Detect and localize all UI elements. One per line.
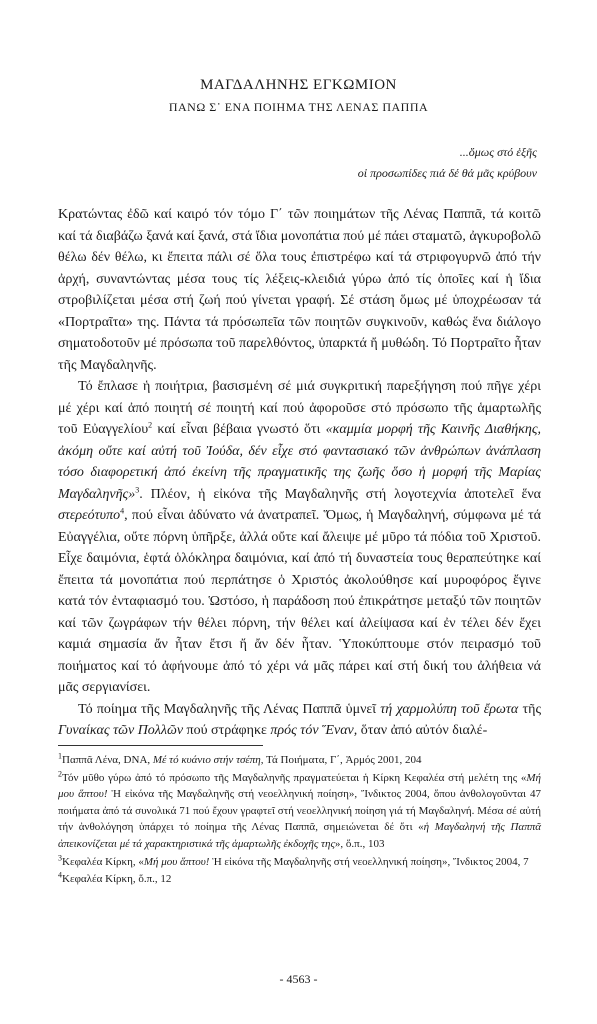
footnote-2-text-b: Ἡ εἰκόνα τῆς Μαγδαληνῆς στή νεοελληνική ποίηση», Ἴνδικτος 2004, ὅπου ἀνθολογοῦνται 47 ποιήματα ἀπό τά συνολικά 71 πού ἔχουν γραφτεῖ στή νεοελληνική ποίηση γιά τή Μαγδαληνή. Μέσα σέ αὐτή τήν ἀνθολόγηση ὑπάρχει τό ποίημα τῆς Λένας Παππᾶ, σημειώνεται δέ ὅτι « bbox=[58, 788, 541, 834]
paragraph-3-italic-1: τή χαρμολύπη τοῦ ἔρωτα bbox=[380, 701, 519, 717]
footnote-1 bbox=[58, 752, 541, 769]
footnote-2-italic-1: Μή μου ἅπτου! bbox=[58, 771, 541, 801]
paragraph-2-text-b: καί εἶναι βέβαια γνωστό ὅτι bbox=[152, 422, 326, 437]
footnote-number: 1 bbox=[58, 751, 62, 761]
paragraph-2 bbox=[58, 376, 541, 699]
page-subtitle: ΠΑΝΩ Σ᾽ ΕΝΑ ΠΟΙΗΜΑ ΤΗΣ ΛΕΝΑΣ ΠΑΠΠΑ bbox=[168, 100, 429, 114]
footnote-3-italic: Μή μου ἅπτου! bbox=[143, 855, 210, 868]
footnotes bbox=[58, 752, 541, 889]
footnote-number: 2 bbox=[58, 768, 62, 778]
body-text bbox=[58, 204, 541, 742]
footnote-4 bbox=[58, 871, 541, 888]
paragraph-3-text-b: τῆς bbox=[518, 701, 541, 717]
footnote-3-text-b: Ἡ εἰκόνα τῆς Μαγδαληνῆς στή νεοελληνική ποίηση», Ἴνδικτος 2004, 7 bbox=[209, 855, 529, 868]
footnote-2-text-a: Τόν μῦθο γύρω ἀπό τό πρόσωπο τῆς Μαγδαληνῆς πραγματεύεται ἡ Κίρκη Κεφαλέα στή μελέτη της « bbox=[62, 771, 527, 784]
paragraph-3-text-c: πού στράφηκε bbox=[183, 723, 271, 738]
page-title: ΜΑΓΔΑΛΗΝΗΣ ΕΓΚΩΜΙΟΝ bbox=[200, 77, 397, 93]
paragraph-2-quote: «καμμία μορφή τῆς Καινῆς Διαθήκης, ἀκόμη οὔτε καί αὐτή τοῦ Ἰούδα, δέν εἶχε στό φαντασιακό τῶν ἀνθρώπων ἀνάπλαση τόσο διαφορετική ἀπό ἐκείνη τῆς πραγματικῆς της ζωῆς ὅσο ἡ μορφή τῆς Μαρίας Μαγδαληνῆς» bbox=[58, 422, 542, 502]
footnote-2-text-c: », ὅ.π., 103 bbox=[334, 837, 385, 850]
footnote-ref-4[interactable]: 4 bbox=[120, 506, 125, 516]
epigraph bbox=[358, 142, 537, 184]
footnote-4-text: Κεφαλέα Κίρκη, ὅ.π., 12 bbox=[62, 873, 172, 886]
footnote-2-italic-2: ἡ Μαγδαληνή τῆς Παππᾶ ἀπεικονίζεται μέ τά χαρακτηριστικά τῆς ἁμαρτωλῆς ἐκδοχῆς της bbox=[58, 821, 541, 850]
paragraph-2-stereotype: στερεότυπο bbox=[58, 508, 121, 523]
footnote-2 bbox=[58, 770, 541, 853]
footnote-ref-3[interactable]: 3 bbox=[135, 484, 140, 494]
footnote-divider bbox=[58, 745, 263, 746]
paragraph-3-text-d: ὅταν ἀπό αὐτόν διαλέ- bbox=[357, 723, 488, 738]
footnote-1-italic: Μέ τό κυάνιο στήν τσέπη, bbox=[152, 754, 264, 766]
epigraph-line-2: οἱ προσωπίδες πιά δέ θά μᾶς κρύβουν bbox=[357, 166, 537, 180]
footnote-number: 4 bbox=[58, 870, 62, 880]
paragraph-3-italic-3: πρός τόν Ἕναν, bbox=[270, 723, 358, 738]
footnote-1-text-b: Τά Ποιήματα, Γ΄, Ἁρμός 2001, 204 bbox=[263, 754, 422, 766]
footnote-number: 3 bbox=[58, 852, 62, 862]
paragraph-3 bbox=[58, 699, 541, 742]
paragraph-2-text-d: , πού εἶναι ἀδύνατο νά ἀνατραπεῖ. Ὅμως, ἡ Μαγδαληνή, σύμφωνα μέ τά Εὐαγγέλια, οὔτε πόρνη ὑπῆρξε, ἀλλά οὔτε καί ἄλειψε μέ μῦρο τά πόδια τοῦ Χριστοῦ. Εἶχε δαιμόνια, ἑφτά ὁλόκληρα δαιμόνια, καί ἀπό τή δυναστεία τους θεραπεύτηκε καί ἔπειτα τά μονοπάτια πού περπάτησε ὁ Χριστός ἀκολούθησε καί μυροφόρος ἔγινε κατά τόν ἐνταφιασμό του. Ὡστόσο, ἡ παράδοση πού ἐπικράτησε μεταξύ τῶν ποιητῶν καί τῶν ζωγράφων τήν θέλει πόρνη, τήν θέλει καί ἀλείψασα καί ἐν τέλει δέν ἔχει καμιά σημασία ἄν ἦταν ἔτσι ἤ ἄν δέν ἦταν. Ὑποκύπτουμε στόν πειρασμό τοῦ ποιήματος καί τό ἀφήνουμε ἀπό τό χέρι νά μᾶς πάρει καί στή δική του ἀλήθεια νά μᾶς σεργιανίσει. bbox=[58, 508, 541, 695]
paragraph-2-text-c: . Πλέον, ἡ εἰκόνα τῆς Μαγδαληνῆς στή λογοτεχνία ἀποτελεῖ ἕνα bbox=[139, 486, 541, 502]
footnote-ref-2[interactable]: 2 bbox=[148, 420, 153, 430]
footnote-3 bbox=[58, 854, 541, 871]
page-number: - 4563 - bbox=[279, 972, 318, 986]
paragraph-1: Κρατώντας ἐδῶ καί καιρό τόν τόμο Γ΄ τῶν ποιημάτων τῆς Λένας Παππᾶ, τά κοιτῶ καί τά διαβάζω ξανά καί ξανά, στά ἴδια μονοπάτια πού μέ πάει σταματῶ, ἀγκυροβολῶ θέλω δέν θέλω, κι ἔπειτα πάλι σέ ὅλα τους ἐπιστρέφω καί τά στριφογυρνῶ ἀπό τήν ἀρχή, συναντώντας μέσα τους τίς λέξεις-κλειδιά γύρω ἀπό τίς ὁποῖες καί ἡ ἴδια στροβιλίζεται μέσα στή ζωή πού γίνεται γραφή. Σέ στάση ὅμως μέ ὑποχρέωσαν τά «Πορτραῖτα» της. Πάντα τά πρόσωπεῖα τῶν ποιητῶν συγκινοῦν, καθώς ἕνα διάλογο σηματοδοτοῦν μέ πρόσωπα τοῦ παρελθόντος, ὑπαρκτά ἤ μυθώδη. Τό Πορτραῖτο ἦταν τῆς Μαγδαληνῆς. bbox=[58, 207, 541, 373]
epigraph-line-1: ...ὅμως στό ἑξῆς bbox=[459, 145, 537, 159]
footnote-1-text-a: Παππᾶ Λένα, DNA, bbox=[62, 754, 153, 766]
paragraph-2-text-a: Τό ἔπλασε ἡ ποιήτρια, βασισμένη σέ μιά συγκριτική παρεξήγηση πού πῆγε χέρι μέ χέρι καί ἀπό ποιητή σέ ποιητή καί πού ἀφοροῦσε στό πρόσωπο τῆς ἁμαρτωλῆς τοῦ Εὐαγγελίου bbox=[58, 379, 541, 437]
paragraph-3-text-a: Τό ποίημα τῆς Μαγδαληνῆς τῆς Λένας Παππᾶ ὑμνεῖ bbox=[78, 701, 381, 717]
footnote-3-text-a: Κεφαλέα Κίρκη, « bbox=[62, 855, 144, 868]
paragraph-3-italic-2: Γυναίκας τῶν Πολλῶν bbox=[58, 723, 184, 738]
